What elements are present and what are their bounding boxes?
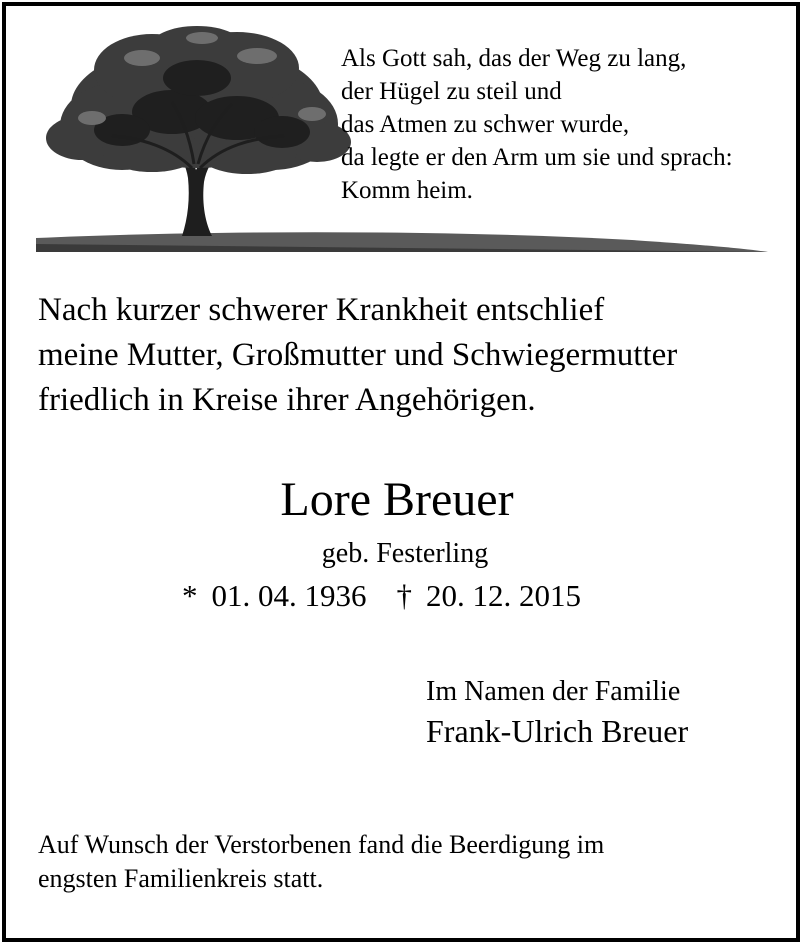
funeral-notice xyxy=(38,828,604,896)
death-cross-icon: † xyxy=(396,578,412,613)
family-signature xyxy=(426,674,688,752)
life-dates xyxy=(182,576,581,616)
intro-line: Nach kurzer schwerer Krankheit entschlief xyxy=(38,292,605,328)
death-date: 20. 12. 2015 xyxy=(426,578,581,613)
poem-line: Komm heim. xyxy=(341,177,473,204)
deceased-name: Lore Breuer xyxy=(280,473,514,526)
intro-line: meine Mutter, Großmutter und Schwiegermutter xyxy=(38,337,678,373)
poem xyxy=(341,42,733,207)
intro-line: friedlich in Kreise ihrer Angehörigen. xyxy=(38,382,536,418)
birth-star-icon: * xyxy=(182,578,198,613)
obituary-card xyxy=(2,2,800,942)
poem-line: das Atmen zu schwer wurde, xyxy=(341,111,630,138)
family-signer: Frank-Ulrich Breuer xyxy=(426,713,689,749)
birth-date: 01. 04. 1936 xyxy=(211,578,367,613)
family-label: Im Namen der Familie xyxy=(426,676,681,707)
poem-line: der Hügel zu steil und xyxy=(341,78,562,105)
notice-line: Auf Wunsch der Verstorbenen fand die Beerdigung im xyxy=(38,830,605,859)
maiden-name: geb. Festerling xyxy=(321,538,489,569)
poem-line: da legte er den Arm um sie und sprach: xyxy=(341,144,733,171)
notice-line: engsten Familienkreis statt. xyxy=(38,864,324,893)
poem-line: Als Gott sah, das der Weg zu lang, xyxy=(341,45,687,72)
intro-text xyxy=(38,288,677,423)
